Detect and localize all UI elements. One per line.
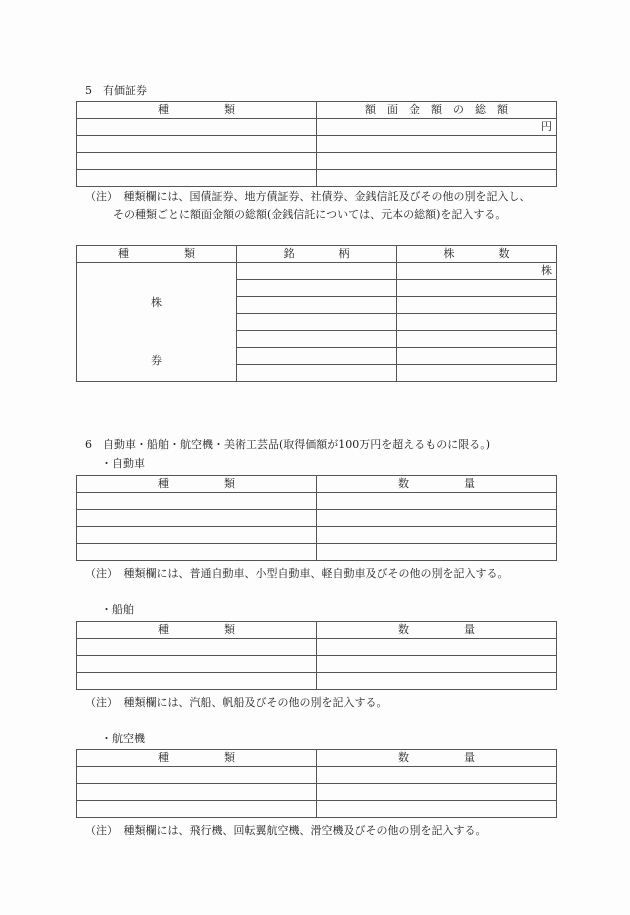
quantity-cell[interactable] [317,673,557,690]
brand-cell[interactable] [237,365,397,382]
shares-cell[interactable] [397,297,557,314]
table-row [77,544,557,561]
kind-cell[interactable] [77,119,317,136]
stock-kind-cell [77,263,237,382]
quantity-cell[interactable] [317,767,557,784]
shares-cell[interactable] [397,263,557,280]
table-header-row [77,102,557,119]
header-kind: 種 類 [77,750,317,767]
kind-cell[interactable] [77,510,317,527]
table-row [77,119,557,136]
kind-cell[interactable] [77,544,317,561]
aircraft-table [76,749,557,818]
table-header-row [77,246,557,263]
table-row [77,639,557,656]
kind-cell[interactable] [77,801,317,818]
kind-cell[interactable] [77,527,317,544]
kind-cell[interactable] [77,656,317,673]
table-header-row [77,750,557,767]
table-row [77,801,557,818]
stocks-table [76,245,557,382]
header-kind: 種 類 [77,102,317,119]
header-quantity: 数 量 [317,622,557,639]
table-row [77,767,557,784]
brand-cell[interactable] [237,280,397,297]
amount-cell[interactable] [317,119,557,136]
header-kind: 種 類 [77,622,317,639]
section5-heading: 5 有価証券 [85,84,147,97]
ship-table [76,621,557,690]
table-row [77,784,557,801]
securities-note-line1: （注） 種類欄には、国債証券、地方債証券、社債券、金銭信託及びその他の別を記入し、 [85,190,531,203]
kind-cell[interactable] [77,784,317,801]
yen-unit: 円 [541,120,552,133]
kind-cell[interactable] [77,767,317,784]
quantity-cell[interactable] [317,544,557,561]
amount-cell[interactable] [317,136,557,153]
brand-cell[interactable] [237,263,397,280]
table-row [77,527,557,544]
automobile-title: ・自動車 [101,457,145,470]
table-header-row [77,476,557,493]
brand-cell[interactable] [237,297,397,314]
kind-cell[interactable] [77,639,317,656]
quantity-cell[interactable] [317,510,557,527]
securities-note-line2: その種類ごとに額面金額の総額(金銭信託については、元本の総額)を記入する。 [113,208,507,221]
section6-heading: 6 自動車・船舶・航空機・美術工芸品(取得価額が100万円を超えるものに限る。) [85,438,491,451]
table-row [77,493,557,510]
table-row [77,153,557,170]
brand-cell[interactable] [237,314,397,331]
header-quantity: 数 量 [317,476,557,493]
header-brand: 銘 柄 [237,246,397,263]
ship-note: （注） 種類欄には、汽船、帆船及びその他の別を記入する。 [85,696,388,709]
table-row [77,510,557,527]
shares-cell[interactable] [397,348,557,365]
shares-cell[interactable] [397,280,557,297]
shares-cell[interactable] [397,314,557,331]
table-row [77,170,557,187]
aircraft-title: ・航空機 [101,732,145,745]
securities-table [76,101,557,187]
quantity-cell[interactable] [317,656,557,673]
header-quantity: 数 量 [317,750,557,767]
automobile-note: （注） 種類欄には、普通自動車、小型自動車、軽自動車及びその他の別を記入する。 [85,567,509,580]
brand-cell[interactable] [237,331,397,348]
quantity-cell[interactable] [317,639,557,656]
table-row [77,673,557,690]
kind-cell[interactable] [77,153,317,170]
amount-cell[interactable] [317,153,557,170]
header-kind: 種 類 [77,246,237,263]
kind-cell[interactable] [77,493,317,510]
aircraft-note: （注） 種類欄には、飛行機、回転翼航空機、滑空機及びその他の別を記入する。 [85,824,487,837]
table-row [77,263,557,280]
kind-cell[interactable] [77,136,317,153]
kind-cell[interactable] [77,673,317,690]
quantity-cell[interactable] [317,527,557,544]
quantity-cell[interactable] [317,801,557,818]
amount-cell[interactable] [317,170,557,187]
table-row [77,136,557,153]
quantity-cell[interactable] [317,784,557,801]
quantity-cell[interactable] [317,493,557,510]
stock-kind-char1: 株 [151,296,162,309]
stock-kind-char2: 券 [151,354,162,367]
shares-unit: 株 [541,264,552,277]
ship-title: ・船舶 [101,603,134,616]
header-face-value-total: 額 面 金 額 の 総 額 [317,102,557,119]
shares-cell[interactable] [397,331,557,348]
header-kind: 種 類 [77,476,317,493]
table-row [77,656,557,673]
shares-cell[interactable] [397,365,557,382]
automobile-table [76,475,557,561]
brand-cell[interactable] [237,348,397,365]
header-share-count: 株 数 [397,246,557,263]
table-header-row [77,622,557,639]
kind-cell[interactable] [77,170,317,187]
